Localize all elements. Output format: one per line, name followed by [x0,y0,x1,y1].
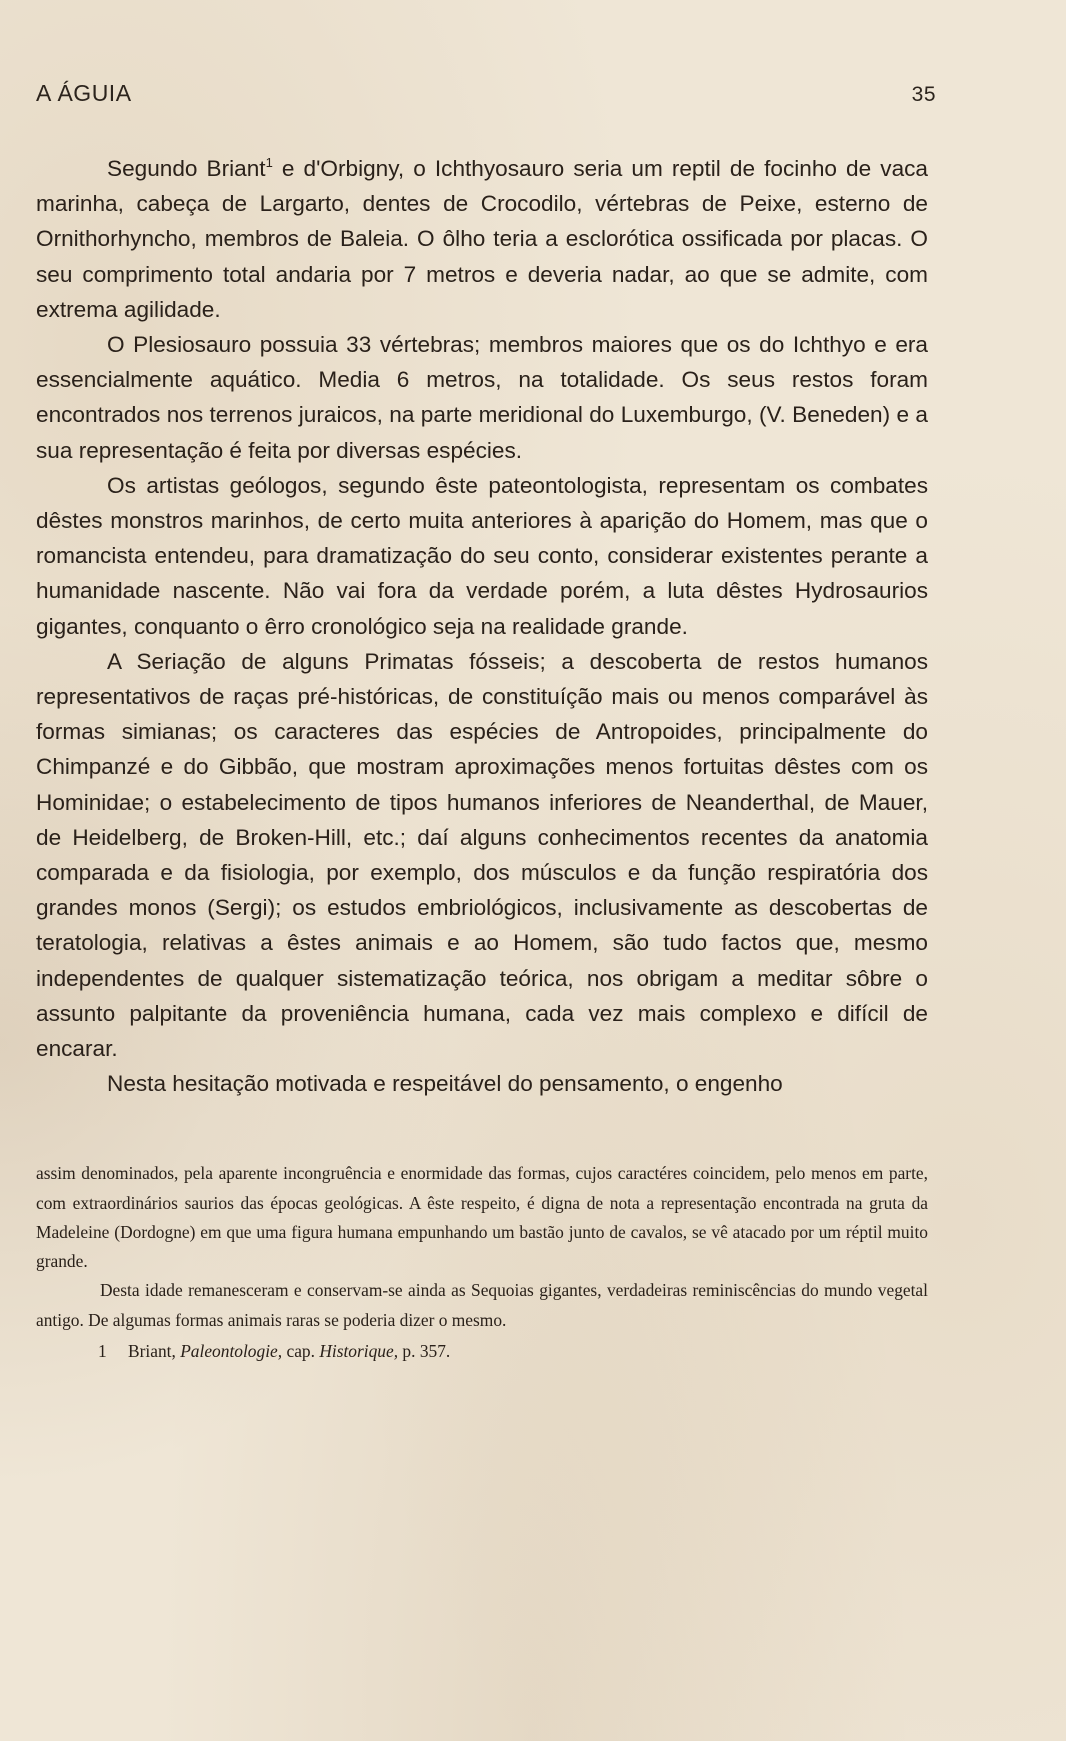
footnote-reference [36,1337,928,1366]
footnote-number: 1 [98,1340,107,1361]
footnote-continuation: assim denominados, pela aparente incongruência e enormidade das formas, cujos caractéres coincidem, pelo menos em parte, com extraordinários saurios das épocas geológicas. A êste respeito, é digna de nota a representação encontrada na gruta da Madeleine (Dordogne) em que uma figura humana empunhando um bastão junto de cavalos, se vê atacado por um réptil muito grande. [36,1163,928,1272]
footnote-marker: 1 [265,155,273,170]
reference-title: Paleontologie, [180,1340,283,1361]
footnote-sequoias: Desta idade remanesceram e conservam-se ainda as Sequoias gigantes, verdadeiras reminiscências do mundo vegetal antigo. De algumas formas animais raras se poderia dizer o mesmo. [36,1280,928,1330]
page [36,80,936,1366]
paragraph-plesiosauro: O Plesiosauro possuia 33 vértebras; membros maiores que os do Ichthyo e era essencialmente aquático. Media 6 metros, na totalidade. Os seus restos foram encontrados nos terrenos juraicos, na parte meridional do Luxemburgo, (V. Beneden) e a sua representação é feita por diversas espécies. [36,332,928,463]
running-head [36,80,936,107]
paragraph-1-rest: e d'Orbigny, o Ichthyosauro seria um reptil de focinho de vaca marinha, cabeça de Largarto, dentes de Crocodilo, vértebras de Peixe, esterno de Ornithorhyncho, membros de Baleia. O ôlho teria a esclorótica ossificada por placas. O seu comprimento total andaria por 7 metros e deveria nadar, ao que se admite, com extrema agilidade. [36,156,928,322]
reference-page: p. 357. [402,1340,451,1361]
reference-chapter: Historique, [319,1340,399,1361]
paragraph-seriacao: A Seriação de alguns Primatas fósseis; a descoberta de restos humanos representativos de raças pré-históricas, de constituíção mais ou menos comparável às formas simianas; os caracteres das espécies de Antropoides, principalmente do Chimpanzé e do Gibbão, que mostram aproximações menos fortuitas dêstes com os Hominidae; o estabelecimento de tipos humanos inferiores de Neanderthal, de Mauer, de Heidelberg, de Broken-Hill, etc.; daí alguns conhecimentos recentes da anatomia comparada e da fisiologia, por exemplo, dos músculos e da função respiratória dos grandes monos (Sergi); os estudos embriológicos, inclusivamente as descobertas de teratologia, relativas a êstes animais e ao Homem, são tudo factos que, mesmo independentes de qualquer sistematização teórica, nos obrigam a meditar sôbre o assunto palpitante da proveniência humana, cada vez mais complexo e difícil de encarar. [36,648,928,1062]
reference-cap: cap. [286,1340,315,1361]
footnotes [36,1159,928,1365]
body-text [36,151,928,1101]
paragraph-artistas: Os artistas geólogos, segundo êste pateontologista, representam os combates dêstes monstros marinhos, de certo muita anteriores à aparição do Homem, mas que o romancista entendeu, para dramatização do seu conto, considerar existentes perante a humanidade nascente. Não vai fora da verdade porém, a luta dêstes Hydrosaurios gigantes, conquanto o êrro cronológico seja na realidade grande. [36,472,928,639]
paragraph-ichthyosauro [36,151,928,327]
page-number: 35 [911,83,936,106]
journal-title: A ÁGUIA [36,80,132,106]
paragraph-hesitacao: Nesta hesitação motivada e respeitável do pensamento, o engenho [107,1071,783,1097]
paragraph-1-start: Segundo Briant [107,156,266,181]
reference-author: Briant, [128,1340,176,1361]
